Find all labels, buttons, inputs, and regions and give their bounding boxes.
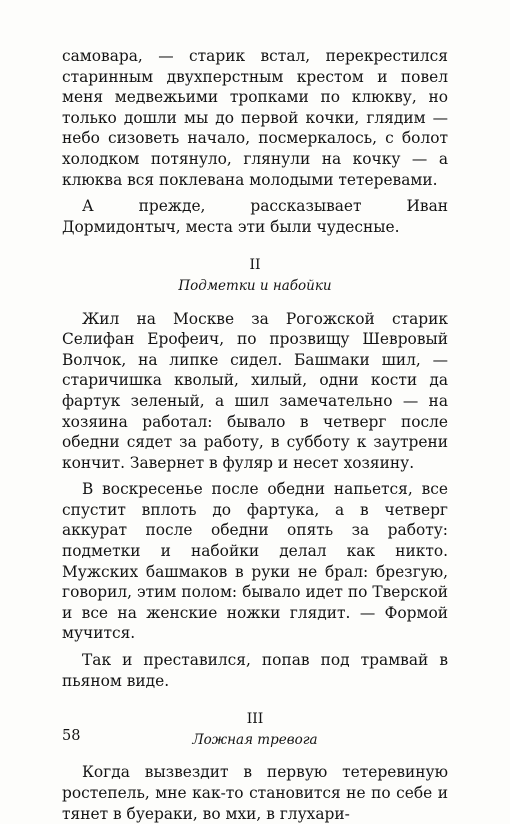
section-2-number: II [249,257,261,274]
section-2-title: Подметки и набойки [178,277,332,294]
page-number: 58 [62,728,81,744]
paragraph-s3-1: Когда вызвездит в первую тетеревиную ростепель, мне как-то становится не по себе и тянет в буераки, во мхи, в глухари- [62,763,448,823]
section-3-heading [62,709,448,750]
paragraph-intro-2: А прежде, рассказывает Иван Дормидонтыч, места эти были чудесные. [62,197,448,236]
section-3-number: III [246,711,264,728]
paragraph-s2-1: Жил на Москве за Рогожской старик Селифан Ерофеич, по прозвищу Шевровый Волчок, на липке сидел. Башмаки шил, — старичишка кволый, хилый, одни кости да фартук зеленый, а шил замечательно — на хозяина работал: бывало в четверг после обедни сядет за работу, в субботу к заутрени кончит. Завернет в фуляр и несет хозяину. [62,309,448,472]
paragraph-s2-2: В воскресенье после обедни напьется, все спустит вплоть до фартука, а в четверг аккурат после обедни опять за работу: подметки и набойки делал как никто. Мужских башмаков в руки не брал: брезгую, говорил, этим полом: бывало идет по Тверской и все на женские ножки глядит. — Формой мучится. [62,480,448,643]
page-text [62,46,448,824]
paragraph-s2-3: Так и преставился, попав под трамвай в пьяном виде. [62,651,448,690]
section-3-title: Ложная тревога [192,731,318,748]
section-2-heading [62,255,448,296]
paragraph-intro-1: самовара, — старик встал, перекрестился старинным двухперстным крестом и повел меня медвежьими тропками по клюкву, но только дошли мы до первой кочки, глядим — небо сизоветь начало, посмеркалось, с болот холодком потянуло, глянули на кочку — а клюква вся поклевана молодыми тетеревами. [62,47,448,189]
